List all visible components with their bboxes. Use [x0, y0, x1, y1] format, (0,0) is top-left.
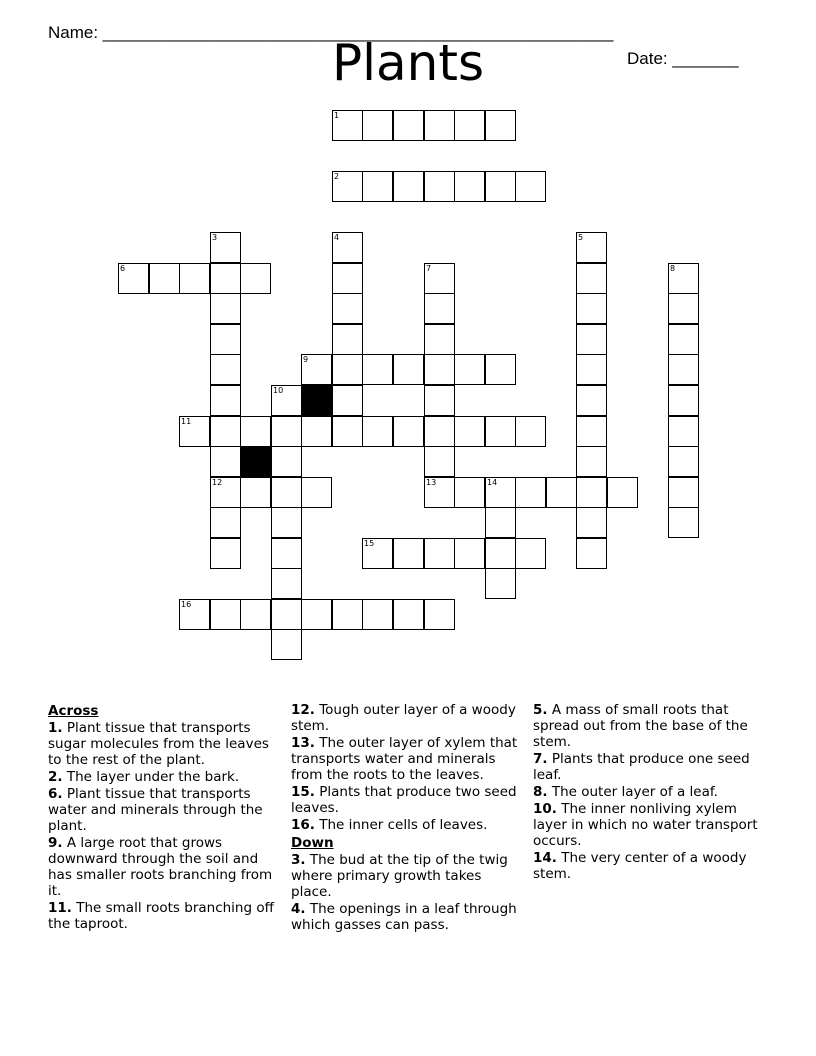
date-field[interactable]: Date: _______ [627, 49, 739, 68]
crossword-cell[interactable] [668, 263, 699, 294]
clue-across-12 [291, 702, 523, 734]
crossword-cell[interactable] [271, 568, 302, 599]
crossword-cell[interactable] [515, 538, 546, 569]
clue-number: 16. [291, 817, 315, 833]
clue-down-14 [533, 850, 765, 882]
clue-text: Plants that produce two seed leaves. [291, 784, 517, 816]
crossword-cell[interactable] [454, 538, 485, 569]
crossword-cell[interactable] [424, 446, 455, 477]
crossword-cell[interactable] [393, 354, 424, 385]
crossword-cell[interactable] [424, 599, 455, 630]
crossword-cell[interactable] [454, 171, 485, 202]
clue-text: The layer under the bark. [66, 769, 240, 785]
crossword-cell[interactable] [424, 416, 455, 447]
clue-across-2 [48, 769, 280, 785]
crossword-cell[interactable] [576, 477, 607, 508]
crossword-cell[interactable] [210, 385, 241, 416]
crossword-cell[interactable] [179, 599, 210, 630]
crossword-cell[interactable] [576, 263, 607, 294]
clue-number-label: 12 [212, 478, 223, 487]
clue-number-label: 3 [212, 233, 218, 242]
clue-number: 3. [291, 852, 306, 868]
crossword-cell[interactable] [393, 110, 424, 141]
crossword-cell[interactable] [149, 263, 180, 294]
crossword-cell[interactable] [546, 477, 577, 508]
clue-text: The outer layer of a leaf. [551, 784, 718, 800]
crossword-cell[interactable] [485, 171, 516, 202]
crossword-cell[interactable] [240, 263, 271, 294]
crossword-cell[interactable] [485, 507, 516, 538]
clue-across-13 [291, 735, 523, 783]
clue-text: A mass of small roots that spread out from the base of the stem. [533, 702, 748, 750]
clue-number: 14. [533, 850, 557, 866]
crossword-cell[interactable] [210, 293, 241, 324]
crossword-cell[interactable] [668, 446, 699, 477]
crossword-block [240, 446, 271, 477]
crossword-block [301, 385, 332, 416]
clue-text: The very center of a woody stem. [533, 850, 747, 882]
clue-number: 15. [291, 784, 315, 800]
crossword-cell[interactable] [668, 385, 699, 416]
crossword-cell[interactable] [576, 293, 607, 324]
crossword-cell[interactable] [332, 110, 363, 141]
crossword-cell[interactable] [485, 568, 516, 599]
clue-number-label: 10 [273, 386, 284, 395]
crossword-cell[interactable] [454, 416, 485, 447]
crossword-cell[interactable] [210, 416, 241, 447]
crossword-cell[interactable] [301, 416, 332, 447]
crossword-cell[interactable] [485, 354, 516, 385]
crossword-cell[interactable] [515, 416, 546, 447]
clue-down-7 [533, 751, 765, 783]
crossword-cell[interactable] [576, 416, 607, 447]
crossword-cell[interactable] [424, 324, 455, 355]
clue-number: 13. [291, 735, 315, 751]
crossword-cell[interactable] [515, 477, 546, 508]
clue-text: The openings in a leaf through which gasses can pass. [291, 901, 517, 933]
clue-across-6 [48, 786, 280, 834]
clue-number: 6. [48, 786, 63, 802]
crossword-cell[interactable] [179, 263, 210, 294]
crossword-cell[interactable] [393, 416, 424, 447]
clue-across-15 [291, 784, 523, 816]
crossword-cell[interactable] [301, 354, 332, 385]
clue-across-9 [48, 835, 280, 899]
clue-number: 7. [533, 751, 548, 767]
crossword-cell[interactable] [332, 293, 363, 324]
clue-text: The bud at the tip of the twig where primary growth takes place. [291, 852, 508, 900]
crossword-cell[interactable] [240, 477, 271, 508]
clues-column-3 [533, 701, 765, 882]
clue-number: 5. [533, 702, 548, 718]
crossword-cell[interactable] [271, 446, 302, 477]
clue-number: 1. [48, 720, 63, 736]
crossword-cell[interactable] [210, 354, 241, 385]
clue-number: 8. [533, 784, 548, 800]
crossword-cell[interactable] [576, 232, 607, 263]
crossword-cell[interactable] [424, 538, 455, 569]
crossword-cell[interactable] [332, 416, 363, 447]
crossword-cell[interactable] [210, 477, 241, 508]
crossword-cell[interactable] [424, 477, 455, 508]
crossword-cell[interactable] [332, 385, 363, 416]
crossword-cell[interactable] [362, 599, 393, 630]
crossword-cell[interactable] [362, 416, 393, 447]
clue-text: The inner cells of leaves. [319, 817, 488, 833]
crossword-cell[interactable] [668, 477, 699, 508]
clue-across-16 [291, 817, 523, 833]
crossword-cell[interactable] [424, 293, 455, 324]
crossword-cell[interactable] [210, 599, 241, 630]
clue-text: The outer layer of xylem that transports water and minerals from the roots to the leaves. [291, 735, 518, 783]
crossword-cell[interactable] [332, 599, 363, 630]
crossword-cell[interactable] [576, 507, 607, 538]
crossword-cell[interactable] [362, 354, 393, 385]
crossword-cell[interactable] [668, 324, 699, 355]
clue-text: Plant tissue that transports water and minerals through the plant. [48, 786, 263, 834]
crossword-cell[interactable] [393, 171, 424, 202]
clue-text: Plant tissue that transports sugar molecules from the leaves to the rest of the plant. [48, 720, 269, 768]
crossword-cell[interactable] [424, 171, 455, 202]
crossword-cell[interactable] [210, 232, 241, 263]
clue-down-10 [533, 801, 765, 849]
crossword-cell[interactable] [210, 507, 241, 538]
crossword-cell[interactable] [607, 477, 638, 508]
crossword-cell[interactable] [393, 538, 424, 569]
crossword-cell[interactable] [362, 171, 393, 202]
crossword-cell[interactable] [271, 538, 302, 569]
crossword-cell[interactable] [179, 416, 210, 447]
clue-text: A large root that grows downward through the soil and has smaller roots branching from it. [48, 835, 273, 899]
clue-number-label: 15 [364, 539, 375, 548]
crossword-cell[interactable] [362, 110, 393, 141]
crossword-cell[interactable] [210, 446, 241, 477]
clue-number: 4. [291, 901, 306, 917]
crossword-cell[interactable] [301, 477, 332, 508]
clue-number-label: 5 [578, 233, 584, 242]
crossword-cell[interactable] [301, 599, 332, 630]
crossword-cell[interactable] [332, 232, 363, 263]
clue-text: Plants that produce one seed leaf. [533, 751, 750, 783]
crossword-cell[interactable] [668, 293, 699, 324]
crossword-cell[interactable] [576, 324, 607, 355]
clue-number-label: 9 [303, 355, 309, 364]
page-title: Plants [331, 34, 485, 92]
crossword-cell[interactable] [271, 599, 302, 630]
crossword-cell[interactable] [332, 324, 363, 355]
crossword-cell[interactable] [424, 354, 455, 385]
crossword-cell[interactable] [271, 385, 302, 416]
across-heading: Across [48, 703, 99, 719]
clue-down-5 [533, 702, 765, 750]
clue-number-label: 7 [426, 264, 432, 273]
crossword-cell[interactable] [668, 507, 699, 538]
clue-text: Tough outer layer of a woody stem. [291, 702, 516, 734]
crossword-cell[interactable] [240, 599, 271, 630]
crossword-cell[interactable] [118, 263, 149, 294]
clue-number-label: 1 [334, 111, 340, 120]
clue-number-label: 14 [487, 478, 498, 487]
clues-column-1 [48, 701, 280, 932]
crossword-cell[interactable] [332, 354, 363, 385]
clue-down-8 [533, 784, 765, 800]
crossword-cell[interactable] [454, 354, 485, 385]
crossword-cell[interactable] [362, 538, 393, 569]
clue-number-label: 13 [426, 478, 437, 487]
clue-down-3 [291, 852, 523, 900]
clue-number-label: 11 [181, 417, 192, 426]
clue-number: 12. [291, 702, 315, 718]
crossword-cell[interactable] [332, 263, 363, 294]
clue-across-11 [48, 900, 280, 932]
crossword-cell[interactable] [210, 324, 241, 355]
crossword-cell[interactable] [485, 538, 516, 569]
crossword-cell[interactable] [454, 110, 485, 141]
crossword-cell[interactable] [454, 477, 485, 508]
crossword-cell[interactable] [210, 538, 241, 569]
crossword-cell[interactable] [210, 263, 241, 294]
crossword-cell[interactable] [393, 599, 424, 630]
clue-across-1 [48, 720, 280, 768]
crossword-cell[interactable] [576, 354, 607, 385]
crossword-cell[interactable] [485, 416, 516, 447]
crossword-cell[interactable] [668, 416, 699, 447]
clue-number-label: 16 [181, 600, 192, 609]
clue-number: 2. [48, 769, 63, 785]
down-heading: Down [291, 835, 334, 851]
clue-number: 9. [48, 835, 63, 851]
crossword-cell[interactable] [271, 477, 302, 508]
crossword-cell[interactable] [271, 629, 302, 660]
clue-number: 11. [48, 900, 72, 916]
crossword-cell[interactable] [240, 416, 271, 447]
crossword-cell[interactable] [576, 446, 607, 477]
name-field[interactable]: Name: ______________________________________________________ [48, 23, 614, 42]
crossword-cell[interactable] [271, 507, 302, 538]
crossword-cell[interactable] [271, 416, 302, 447]
crossword-cell[interactable] [515, 171, 546, 202]
crossword-cell[interactable] [485, 477, 516, 508]
crossword-cell[interactable] [424, 263, 455, 294]
crossword-cell[interactable] [485, 110, 516, 141]
crossword-cell[interactable] [576, 385, 607, 416]
clue-text: The inner nonliving xylem layer in which no water transport occurs. [533, 801, 758, 849]
clue-number-label: 4 [334, 233, 340, 242]
clue-number-label: 6 [120, 264, 126, 273]
clues-column-2 [291, 701, 523, 933]
clue-number: 10. [533, 801, 557, 817]
clue-down-4 [291, 901, 523, 933]
clue-text: The small roots branching off the taproot. [48, 900, 274, 932]
crossword-cell[interactable] [668, 354, 699, 385]
crossword-cell[interactable] [424, 110, 455, 141]
clue-number-label: 8 [670, 264, 676, 273]
crossword-cell[interactable] [332, 171, 363, 202]
crossword-cell[interactable] [424, 385, 455, 416]
crossword-cell[interactable] [576, 538, 607, 569]
clue-number-label: 2 [334, 172, 340, 181]
